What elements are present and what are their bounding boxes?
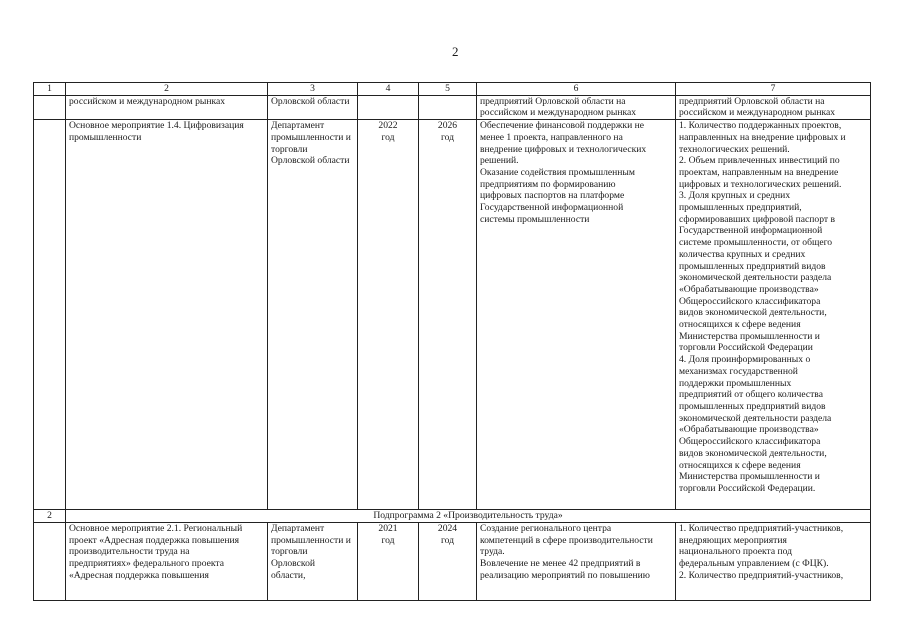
- header-cell: 5: [419, 83, 477, 96]
- text-line: области,: [271, 569, 306, 581]
- activity-1-4-row: [34, 120, 871, 510]
- text-line: промышленных предприятий видов: [679, 400, 826, 412]
- text-line: торговли Российской Федерации: [679, 342, 813, 354]
- header-cell: 3: [268, 83, 358, 96]
- cell-clip: [69, 523, 264, 600]
- text-line: сформировавших цифровой паспорт в: [679, 213, 835, 225]
- text-line: промышленности: [69, 131, 142, 143]
- text-line: относящихся к сфере ведения: [679, 319, 801, 331]
- executor-cell: [268, 95, 358, 119]
- text-line: поддержки промышленных: [679, 377, 792, 389]
- text-line: предприятиям по формированию: [480, 178, 616, 190]
- text-line: проектам, направленным на внедрение: [679, 166, 839, 178]
- text-line: предприятиях» федерального проекта: [69, 557, 224, 569]
- header-cell: 4: [358, 83, 419, 96]
- text-line: цифровых и технологических решений.: [679, 178, 842, 190]
- text-line: экономической деятельности раздела: [679, 272, 832, 284]
- header-cell: 6: [477, 83, 676, 96]
- text-line: Общероссийского классификатора: [679, 295, 821, 307]
- text-line: промышленности и: [271, 131, 351, 143]
- text-line: Орловской: [271, 557, 316, 569]
- text-line: труда.: [480, 546, 505, 558]
- text-line: направленных на внедрение цифровых и: [679, 131, 846, 143]
- text-line: менее 1 проекта, направленного на: [480, 131, 623, 143]
- text-line: российском и международном рынках: [69, 95, 226, 107]
- indicator-cell: [676, 95, 871, 119]
- text-line: решений.: [480, 155, 519, 167]
- text-line: Основное мероприятие 1.4. Цифровизация: [69, 120, 244, 132]
- text-line: Создание регионального центра: [480, 522, 612, 534]
- text-line: торговли Российской Федерации.: [679, 482, 816, 494]
- text-line: 1. Количество предприятий-участников,: [679, 522, 844, 534]
- activity-cell: [66, 522, 268, 600]
- text-line: 2024: [437, 522, 458, 534]
- text-line: «Адресная поддержка повышения: [69, 569, 209, 581]
- text-line: Департамент: [271, 120, 325, 132]
- header-cell: 7: [676, 83, 871, 96]
- text-line: внедрение цифровых и технологических: [480, 143, 647, 155]
- row-number-cell: [34, 522, 66, 600]
- header-row: [34, 83, 871, 96]
- text-line: Оказание содействия промышленным: [480, 166, 635, 178]
- text-line: 1. Количество поддержанных проектов,: [679, 120, 842, 132]
- text-line: механизмах государственной: [679, 365, 798, 377]
- text-line: Вовлечение не менее 42 предприятий в: [480, 557, 641, 569]
- start-year-cell: [358, 95, 419, 119]
- result-cell: [477, 95, 676, 119]
- text-line: 2. Количество предприятий-участников,: [679, 569, 844, 581]
- text-line: Министерства промышленности и: [679, 330, 820, 342]
- text-line: 2021: [378, 522, 398, 534]
- text-line: Обеспечение финансовой поддержки не: [480, 120, 645, 132]
- executor-cell: [268, 522, 358, 600]
- text-line: проект «Адресная поддержка повышения: [69, 534, 240, 546]
- activity-cell: [66, 95, 268, 119]
- text-line: год: [381, 131, 395, 143]
- text-line: промышленных предприятий,: [679, 202, 802, 214]
- subprogram-row: [34, 510, 871, 523]
- text-line: видов экономической деятельности,: [679, 447, 827, 459]
- document-table: [33, 82, 871, 601]
- text-line: Государственной информационной: [679, 225, 823, 237]
- text-line: производительности труда на: [69, 546, 190, 558]
- header-cell: 1: [34, 83, 66, 96]
- text-line: относящихся к сфере ведения: [679, 459, 801, 471]
- subprogram-title: Подпрограмма 2 «Производительность труда»: [66, 510, 871, 523]
- text-line: реализацию мероприятий по повышению: [480, 569, 650, 581]
- text-line: торговли: [271, 546, 308, 558]
- text-line: технологических решений.: [679, 143, 790, 155]
- text-line: год: [440, 534, 455, 546]
- result-cell: [477, 522, 676, 600]
- cell-clip: [480, 523, 672, 600]
- text-line: количества крупных и средних: [679, 248, 806, 260]
- executor-cell: [268, 120, 358, 510]
- cell-clip: [679, 523, 867, 600]
- text-line: Департамент: [271, 522, 325, 534]
- text-line: экономической деятельности раздела: [679, 412, 832, 424]
- text-line: 4. Доля проинформированных о: [679, 354, 811, 366]
- text-line: компетенций в сфере производительности: [480, 534, 653, 546]
- text-line: промышленности и: [271, 534, 351, 546]
- text-line: российском и международном рынках: [480, 107, 637, 119]
- text-line: предприятий от общего количества: [679, 389, 823, 401]
- row-number-cell: [34, 95, 66, 119]
- text-line: российском и международном рынках: [679, 107, 836, 119]
- header-cell: 2: [66, 83, 268, 96]
- text-line: Орловской области: [271, 155, 350, 167]
- text-line: Общероссийского классификатора: [679, 436, 821, 448]
- text-line: 2022: [378, 120, 398, 132]
- text-line: «Обрабатывающие производства»: [679, 424, 819, 436]
- continuation-row: [34, 95, 871, 119]
- text-line: 3. Доля крупных и средних: [679, 190, 791, 202]
- activity-cell: [66, 120, 268, 510]
- text-line: цифровых паспортов на платформе: [480, 190, 625, 202]
- cell-clip: [271, 523, 354, 600]
- subprogram-number: 2: [34, 510, 66, 523]
- indicator-cell: [676, 522, 871, 600]
- text-line: предприятий Орловской области на: [480, 95, 626, 107]
- end-year-cell: [419, 120, 477, 510]
- text-line: Министерства промышленности и: [679, 471, 820, 483]
- page-number: 2: [452, 44, 459, 59]
- text-line: Основное мероприятие 2.1. Региональный: [69, 522, 243, 534]
- text-line: год: [381, 534, 395, 546]
- text-line: предприятий Орловской области на: [679, 95, 825, 107]
- indicator-cell: [676, 120, 871, 510]
- end-year-cell: [419, 95, 477, 119]
- text-line: Государственной информационной: [480, 202, 624, 214]
- text-line: системе промышленности, от общего: [679, 237, 833, 249]
- text-line: 2. Объем привлеченных инвестиций по: [679, 155, 840, 167]
- text-line: внедряющих мероприятия: [679, 534, 787, 546]
- text-line: национального проекта под: [679, 546, 793, 558]
- activity-2-1-row: [34, 522, 871, 600]
- text-line: «Обрабатывающие производства»: [679, 283, 819, 295]
- text-line: системы промышленности: [480, 213, 590, 225]
- result-cell: [477, 120, 676, 510]
- text-line: 2026: [437, 120, 458, 132]
- text-line: видов экономической деятельности,: [679, 307, 827, 319]
- text-line: Орловской области: [271, 95, 350, 107]
- row-number-cell: [34, 120, 66, 510]
- text-line: год: [440, 131, 455, 143]
- text-line: федеральным управлением (с ФЦК).: [679, 557, 829, 569]
- end-year-cell: [419, 522, 477, 600]
- start-year-cell: [358, 522, 419, 600]
- start-year-cell: [358, 120, 419, 510]
- text-line: промышленных предприятий видов: [679, 260, 826, 272]
- text-line: торговли: [271, 143, 308, 155]
